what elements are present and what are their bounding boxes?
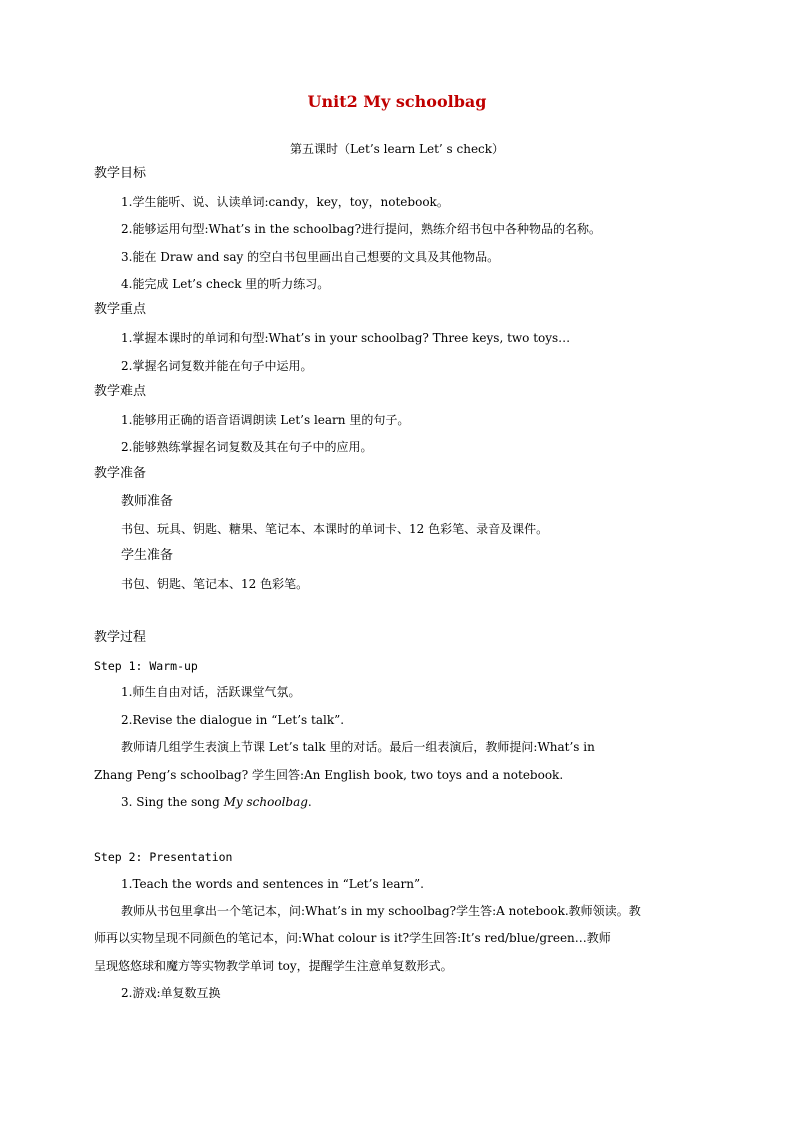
goals-heading: 教学目标 xyxy=(94,166,147,181)
step1-item-3 xyxy=(121,794,312,810)
step1-title: Step 1: Warm-up xyxy=(94,659,198,673)
goal-item-4: 4.能完成 Let’s check 里的听力练习。 xyxy=(121,277,330,291)
goal-item-1: 1.学生能听、说、认读单词:candy，key，toy，notebook。 xyxy=(121,195,449,209)
step2-item-2: 2.游戏:单复数互换 xyxy=(121,986,221,1000)
song-title: My schoolbag xyxy=(223,795,308,809)
student-prep-label: 学生准备 xyxy=(121,548,174,563)
step2-paragraph-line-3: 呈现悠悠球和魔方等实物教学单词 toy，提醒学生注意单复数形式。 xyxy=(94,959,453,973)
step1-paragraph-line-1: 教师请几组学生表演上节课 Let’s talk 里的对话。最后一组表演后，教师提问:What’s in xyxy=(121,740,595,754)
key-point-item-2: 2.掌握名词复数并能在句子中运用。 xyxy=(121,359,313,373)
step1-item-2: 2.Revise the dialogue in “Let’s talk”. xyxy=(121,713,345,727)
document-title: Unit2 My schoolbag xyxy=(307,92,487,111)
step2-title: Step 2: Presentation xyxy=(94,850,233,864)
prep-heading: 教学准备 xyxy=(94,466,147,481)
goal-item-3: 3.能在 Draw and say 的空白书包里画出自己想要的文具及其他物品。 xyxy=(121,250,500,264)
process-heading: 教学过程 xyxy=(94,630,147,645)
step2-paragraph-line-2: 师再以实物呈现不同颜色的笔记本，问:What colour is it?学生回答:It’s red/blue/green…教师 xyxy=(94,931,611,945)
step1-item-3-prefix: 3. Sing the song xyxy=(121,795,224,809)
step2-item-1: 1.Teach the words and sentences in “Let’s learn”. xyxy=(121,877,424,891)
difficulty-item-1: 1.能够用正确的语音语调朗读 Let’s learn 里的句子。 xyxy=(121,413,410,427)
teacher-prep-items: 书包、玩具、钥匙、糖果、笔记本、本课时的单词卡、12 色彩笔、录音及课件。 xyxy=(121,522,549,536)
difficulty-item-2: 2.能够熟练掌握名词复数及其在句子中的应用。 xyxy=(121,440,373,454)
goal-item-2: 2.能够运用句型:What’s in the schoolbag?进行提问，熟练介绍书包中各种物品的名称。 xyxy=(121,222,602,236)
step1-item-1: 1.师生自由对话，活跃课堂气氛。 xyxy=(121,685,301,699)
key-points-heading: 教学重点 xyxy=(94,302,147,317)
step1-paragraph-line-2: Zhang Peng’s schoolbag? 学生回答:An English book, two toys and a notebook. xyxy=(94,768,564,782)
step2-paragraph-line-1: 教师从书包里拿出一个笔记本，问:What’s in my schoolbag?学生答:A notebook.教师领读。教 xyxy=(121,904,641,918)
difficulties-heading: 教学难点 xyxy=(94,384,147,399)
teacher-prep-label: 教师准备 xyxy=(121,494,174,509)
step1-item-3-suffix: . xyxy=(307,795,312,809)
student-prep-items: 书包、钥匙、笔记本、12 色彩笔。 xyxy=(121,577,309,591)
lesson-subtitle: 第五课时（Let’s learn Let’ s check） xyxy=(289,142,505,156)
key-point-item-1: 1.掌握本课时的单词和句型:What’s in your schoolbag? Three keys, two toys… xyxy=(121,331,571,345)
